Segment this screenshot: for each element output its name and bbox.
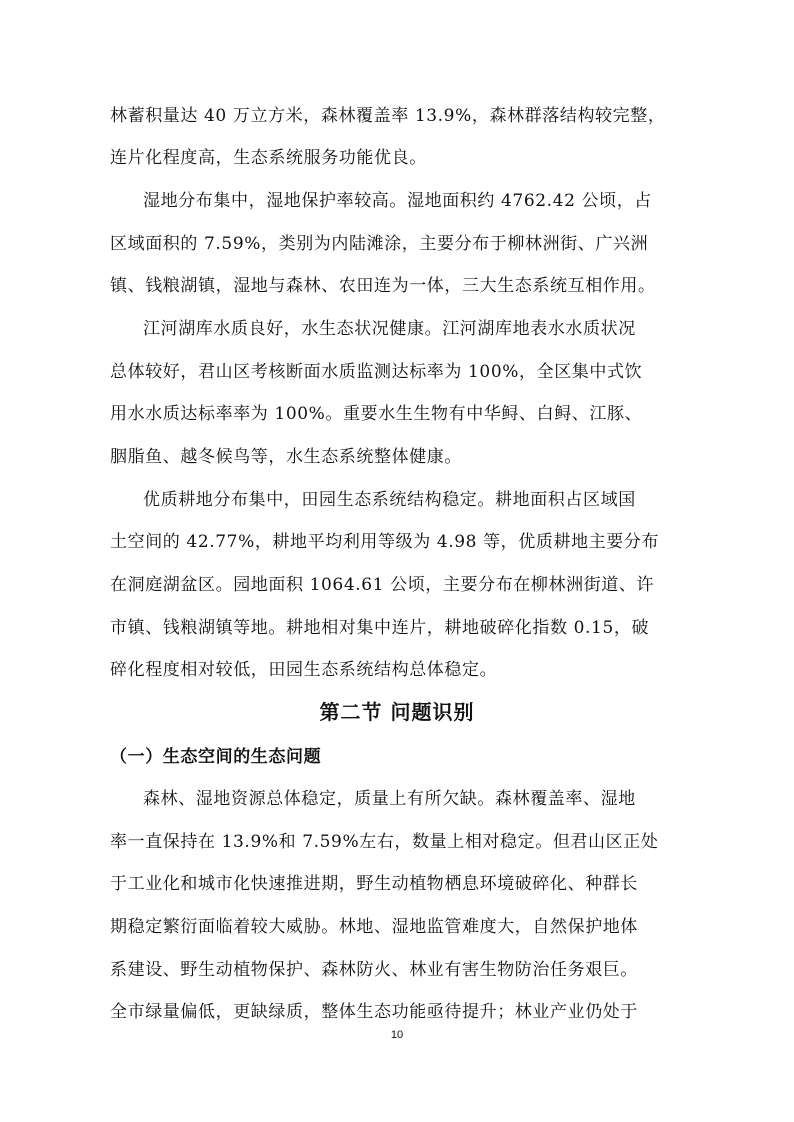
paragraph-3-line-3: 用水水质达标率率为 100%。重要水生生物有中华鲟、白鲟、江豚、 xyxy=(110,404,643,424)
problem-paragraph-line-5: 系建设、野生动植物保护、森林防火、林业有害生物防治任务艰巨。 xyxy=(110,960,638,980)
problem-paragraph-line-6: 全市绿量偏低，更缺绿质，整体生态功能亟待提升；林业产业仍处于 xyxy=(110,1002,638,1022)
paragraph-4-line-4: 市镇、钱粮湖镇等地。耕地相对集中连片，耕地破碎化指数 0.15，破 xyxy=(110,618,650,638)
paragraph-2-line-3: 镇、钱粮湖镇，湿地与森林、农田连为一体，三大生态系统互相作用。 xyxy=(110,276,656,296)
problem-paragraph-line-4: 期稳定繁衍面临着较大威胁。林地、湿地监管难度大，自然保护地体 xyxy=(110,917,638,937)
paragraph-2-line-1: 湿地分布集中，湿地保护率较高。湿地面积约 4762.42 公顷，占 xyxy=(143,191,652,211)
paragraph-3-line-4: 胭脂鱼、越冬候鸟等，水生态系统整体健康。 xyxy=(110,447,462,467)
page-number: 10 xyxy=(390,1029,404,1041)
paragraph-3-line-2: 总体较好，君山区考核断面水质监测达标率为 100%，全区集中式饮 xyxy=(110,362,643,382)
paragraph-1-line-2: 连片化程度高，生态系统服务功能优良。 xyxy=(110,148,427,168)
paragraph-4-line-5: 碎化程度相对较低，田园生态系统结构总体稳定。 xyxy=(110,660,498,680)
subsection-heading: （一）生态空间的生态问题 xyxy=(110,747,322,767)
paragraph-4-line-1: 优质耕地分布集中，田园生态系统结构稳定。耕地面积占区域国 xyxy=(143,490,636,510)
section-heading: 第二节 问题识别 xyxy=(319,700,475,724)
paragraph-2-line-2: 区域面积的 7.59%，类别为内陆滩涂，主要分布于柳林洲街、广兴洲 xyxy=(110,234,649,254)
problem-paragraph-line-3: 于工业化和城市化快速推进期，野生动植物栖息环境破碎化、种群长 xyxy=(110,874,638,894)
paragraph-1-line-1: 林蓄积量达 40 万立方米，森林覆盖率 13.9%，森林群落结构较完整， xyxy=(110,106,666,126)
paragraph-4-line-3: 在洞庭湖盆区。园地面积 1064.61 公顷，主要分布在柳林洲街道、许 xyxy=(110,575,655,595)
paragraph-3-line-1: 江河湖库水质良好，水生态状况健康。江河湖库地表水水质状况 xyxy=(143,319,636,339)
problem-paragraph-line-1: 森林、湿地资源总体稳定，质量上有所欠缺。森林覆盖率、湿地 xyxy=(143,789,636,809)
paragraph-4-line-2: 土空间的 42.77%，耕地平均利用等级为 4.98 等，优质耕地主要分布 xyxy=(110,532,660,552)
problem-paragraph-line-2: 率一直保持在 13.9%和 7.59%左右，数量上相对稳定。但君山区正处 xyxy=(110,832,659,852)
